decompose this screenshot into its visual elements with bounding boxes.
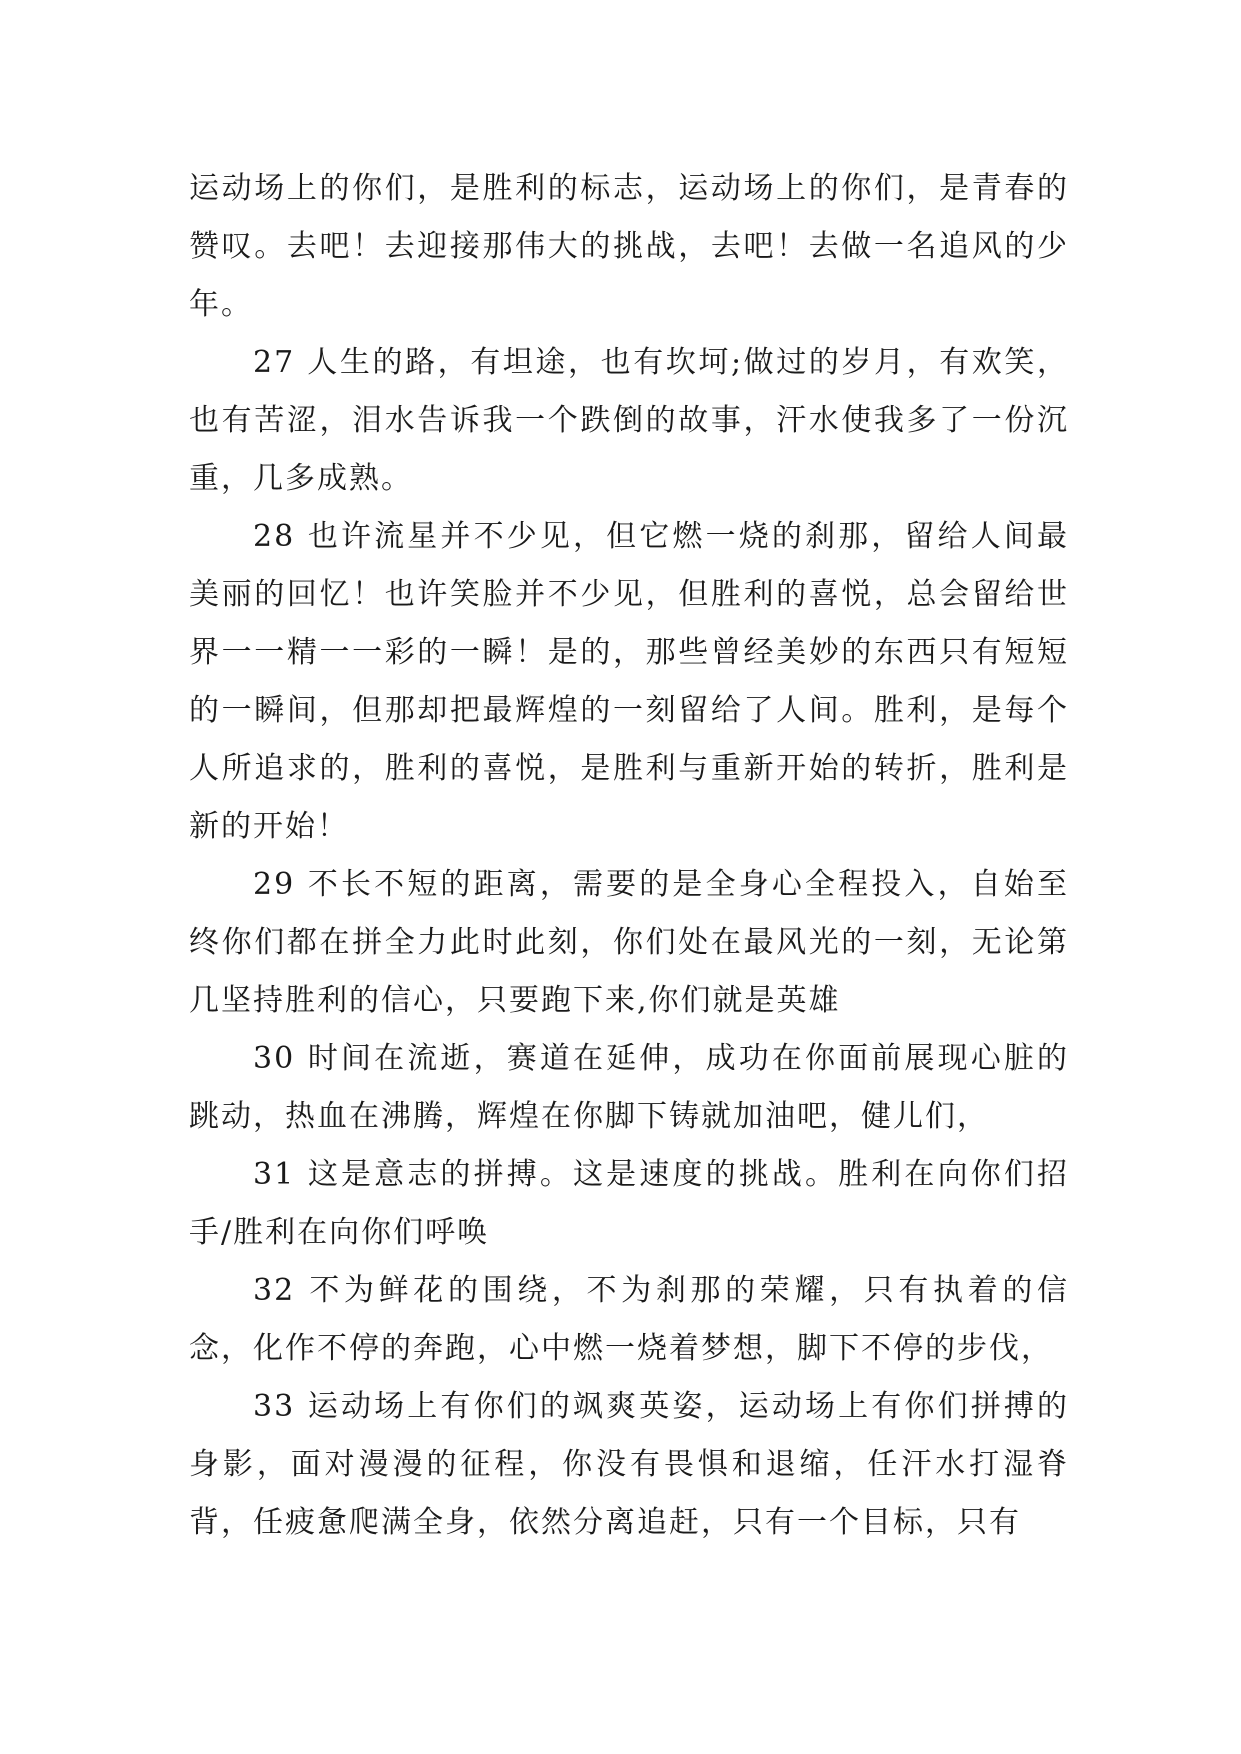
paragraph: 31 这是意志的拼搏。这是速度的挑战。胜利在向你们招手/胜利在向你们呼唤 (189, 1157, 1069, 1250)
paragraph: 28 也许流星并不少见，但它燃一烧的刹那，留给人间最美丽的回忆！也许笑脸并不少见，但胜利的喜悦，总会留给世界一一精一一彩的一瞬！是的，那些曾经美妙的东西只有短短的一瞬间，但那却把最辉煌的一刻留给了人间。胜利，是每个人所追求的，胜利的喜悦，是胜利与重新开始的转折，胜利是新的开始！ (189, 519, 1069, 844)
paragraph: 33 运动场上有你们的飒爽英姿，运动场上有你们拼搏的身影，面对漫漫的征程，你没有畏惧和退缩，任汗水打湿脊背，任疲惫爬满全身，依然分离追赶，只有一个目标，只有 (189, 1389, 1069, 1540)
paragraph: 27 人生的路，有坦途，也有坎坷;做过的岁月，有欢笑，也有苦涩，泪水告诉我一个跌倒的故事，汗水使我多了一份沉重，几多成熟。 (189, 345, 1069, 496)
document-body (189, 160, 1069, 1552)
paragraph: 运动场上的你们，是胜利的标志，运动场上的你们，是青春的赞叹。去吧！去迎接那伟大的挑战，去吧！去做一名追风的少年。 (189, 171, 1069, 322)
paragraph: 32 不为鲜花的围绕，不为刹那的荣耀，只有执着的信念，化作不停的奔跑，心中燃一烧着梦想，脚下不停的步伐， (189, 1273, 1069, 1366)
paragraph: 29 不长不短的距离，需要的是全身心全程投入，自始至终你们都在拼全力此时此刻，你们处在最风光的一刻，无论第几坚持胜利的信心，只要跑下来,你们就是英雄 (189, 867, 1069, 1018)
paragraph: 30 时间在流逝，赛道在延伸，成功在你面前展现心脏的跳动，热血在沸腾，辉煌在你脚下铸就加油吧，健儿们， (189, 1041, 1069, 1134)
